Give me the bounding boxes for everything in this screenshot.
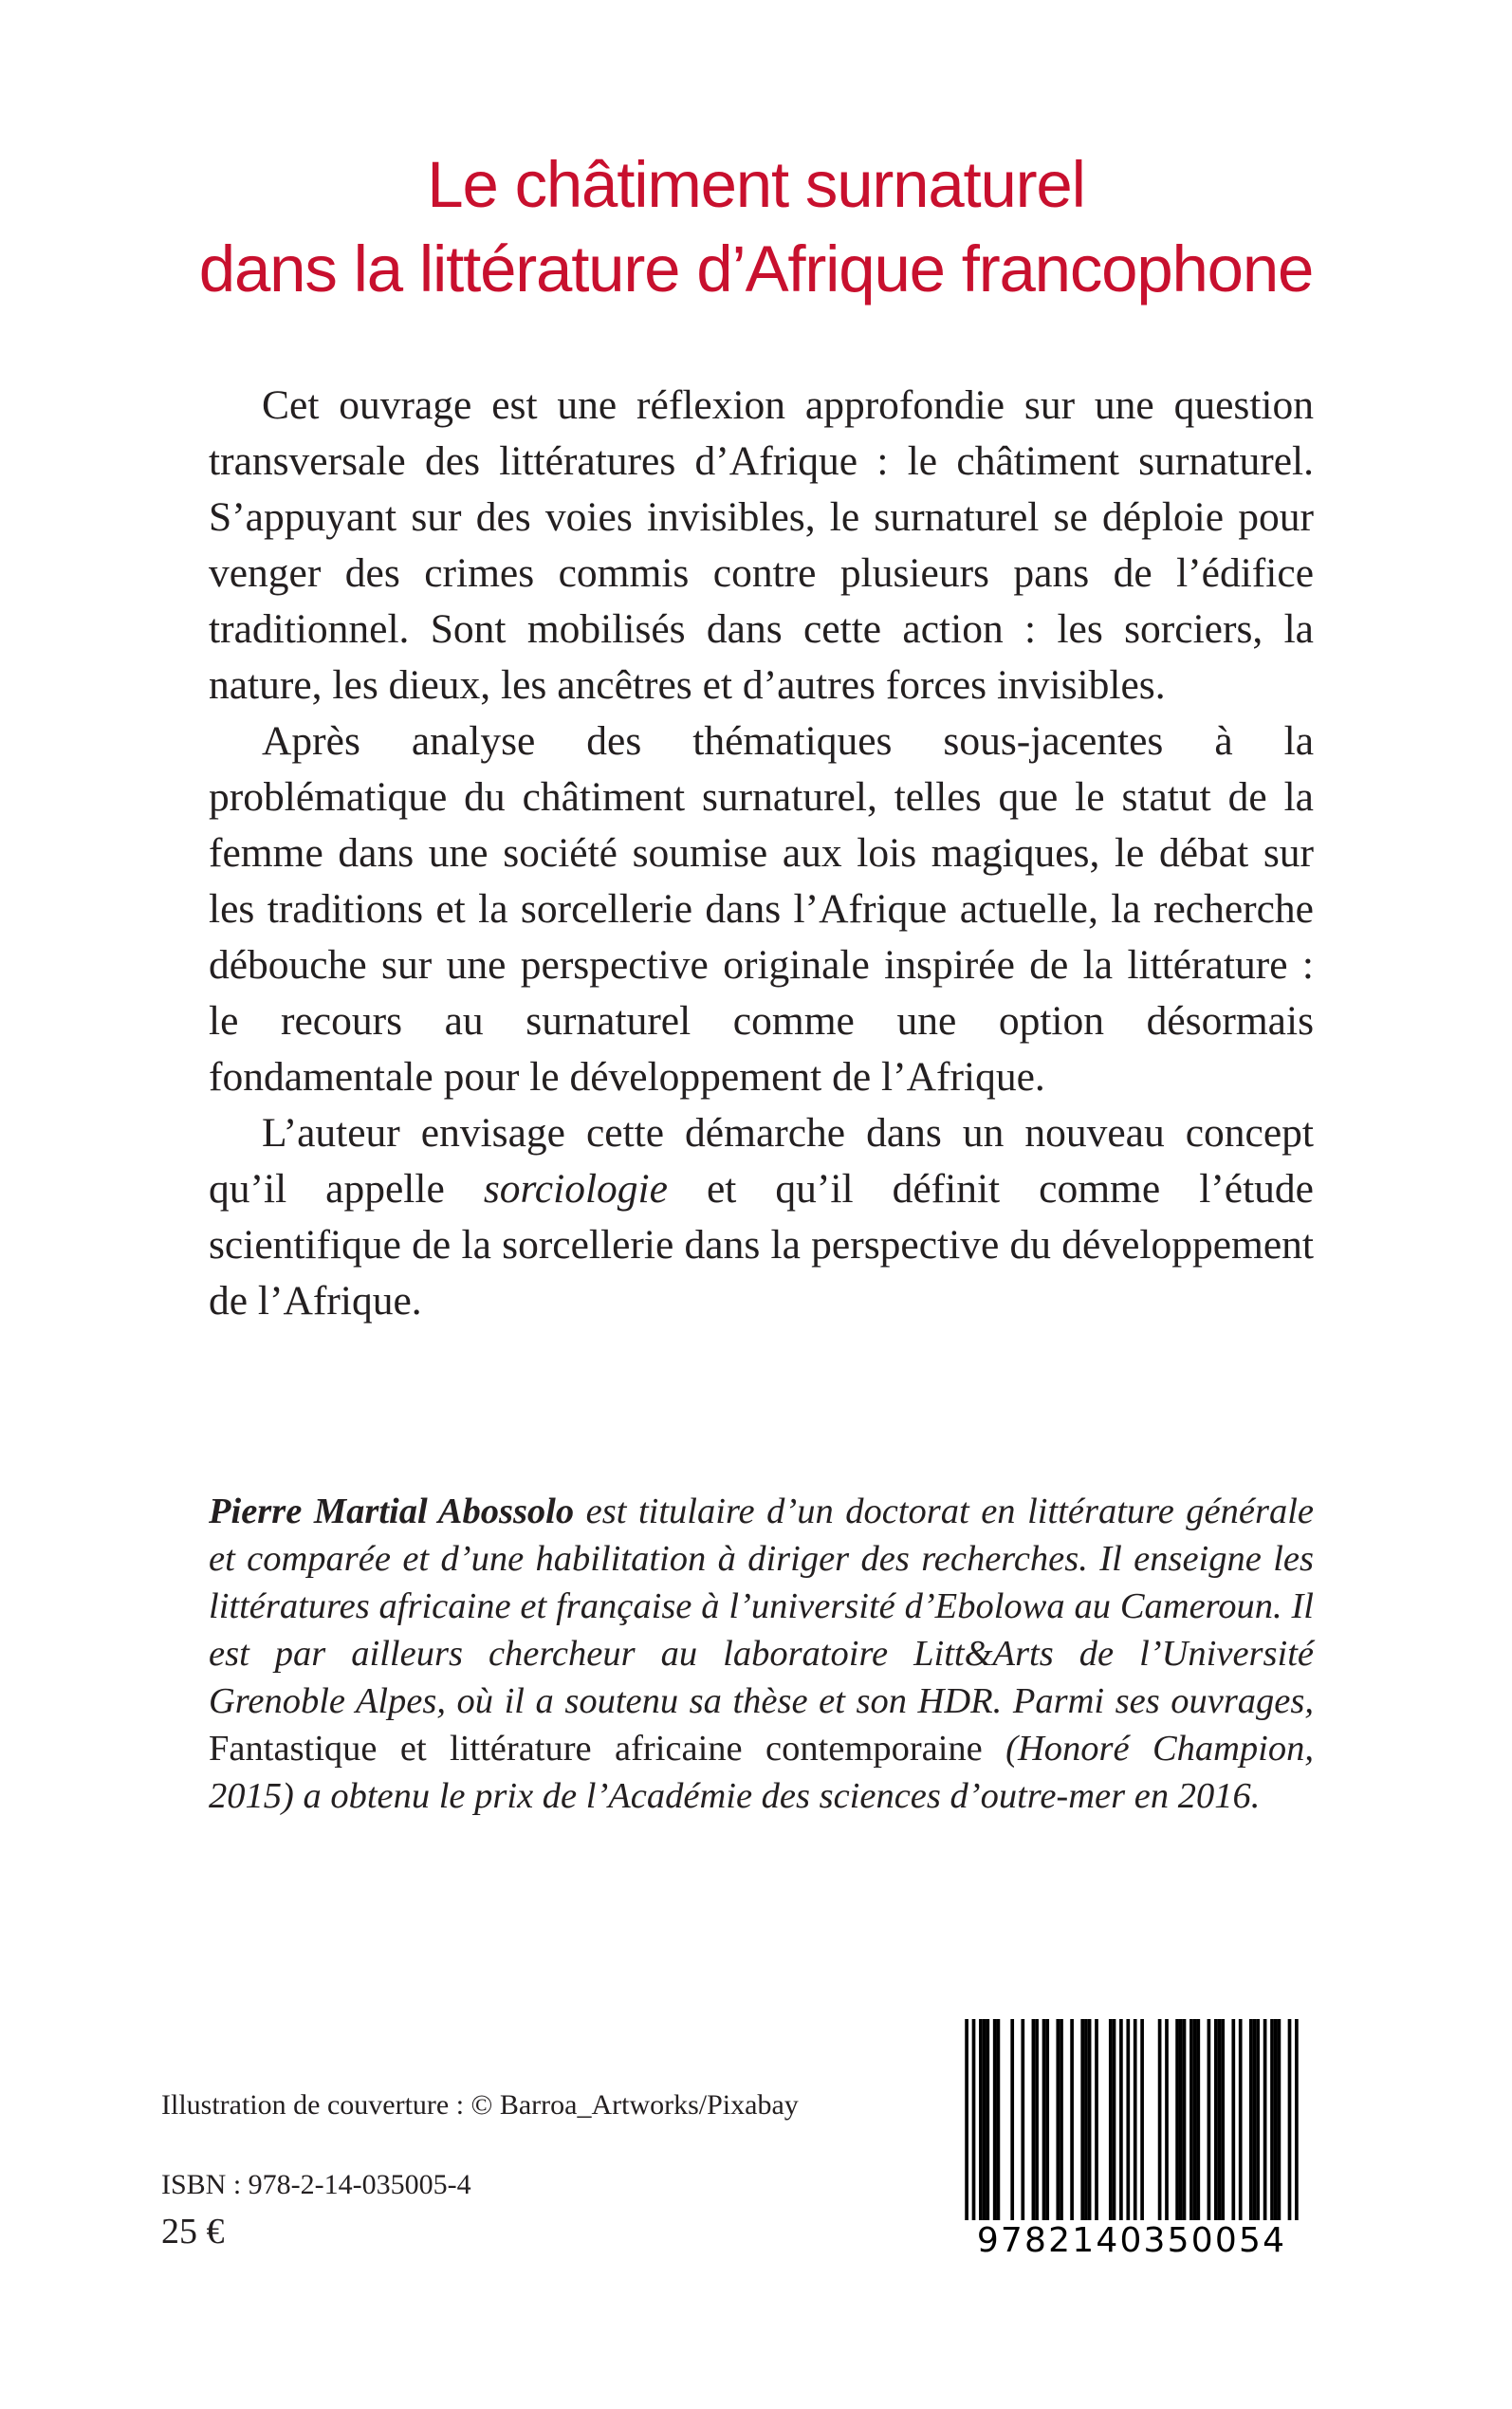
summary-paragraph-3 (209, 1105, 1314, 1329)
barcode-bar (1196, 2019, 1200, 2220)
barcode-bar (1221, 2019, 1225, 2220)
barcode-bar (1113, 2019, 1116, 2220)
barcode-bar (1134, 2019, 1137, 2243)
barcode-bar (1208, 2019, 1211, 2220)
barcode-bar (1295, 2019, 1299, 2243)
barcode-bar (1179, 2019, 1183, 2220)
barcode-bar (1045, 2019, 1049, 2220)
barcode-bar (1231, 2019, 1235, 2220)
barcode-bar (1140, 2019, 1144, 2220)
barcode-bar (1119, 2019, 1123, 2220)
barcode-bar (1070, 2019, 1074, 2220)
barcode-bar (1256, 2019, 1260, 2220)
barcode-bar (983, 2019, 986, 2220)
bio-text-2: (Honoré Champion, 2015) a obtenu le prix de l’Académie des sciences d’outre-mer en 2016. (209, 1729, 1315, 1816)
barcode-bar (993, 2019, 997, 2220)
author-bio-paragraph (209, 1488, 1314, 1820)
author-bio (209, 1488, 1314, 1820)
author-name: Pierre Martial Abossolo (209, 1492, 575, 1531)
cover-illustration-credit: Illustration de couverture : © Barroa_Artworks/Pixabay (161, 2089, 799, 2121)
barcode-bar (997, 2019, 1001, 2220)
barcode-bar (1056, 2019, 1060, 2220)
barcode-bar (1010, 2019, 1014, 2220)
barcode-bar (1084, 2019, 1088, 2220)
barcode-bar (965, 2019, 968, 2243)
sorciologie-term: sorciologie (483, 1166, 668, 1212)
barcode-bar (1175, 2019, 1179, 2220)
bio-text-1: est titulaire d’un doctorat en littérature générale et comparée et d’une habilitation à diriger des recherches. Il enseigne les littératures africaine et française à l’université d’Ebolowa au Cameroun. Il est par ailleurs chercheur au laboratoire Litt&Arts de l’Université Grenoble Alpes, où il a soutenu sa thèse et son HDR. Parmi ses ouvrages, (209, 1492, 1315, 1721)
barcode-bar (1183, 2019, 1187, 2220)
barcode-bar (1060, 2019, 1063, 2220)
book-summary (209, 378, 1314, 1329)
barcode-bar (1165, 2019, 1169, 2220)
barcode-bar (1249, 2019, 1253, 2220)
summary-paragraph-2: Après analyse des thématiques sous-jacentes à la problématique du châtiment surnaturel, telles que le statut de la femme dans une société soumise aux lois magiques, le débat sur les traditions et la sorcellerie dans l’Afrique actuelle, la recherche débouche sur une perspective originale inspirée de la littérature : le recours au surnaturel comme une option désormais fondamentale pour le développement de l’Afrique. (209, 718, 1314, 1100)
barcode-bar (1274, 2019, 1278, 2220)
barcode-bar (1218, 2019, 1222, 2220)
barcode-bar (1080, 2019, 1084, 2220)
summary-p3-after: et qu’il définit comme l’étude scientifique de la sorcellerie dans la perspective du développement de l’Afrique. (209, 1166, 1314, 1324)
barcode-bar (1189, 2019, 1193, 2220)
title-line-2: dans la littérature d’Afrique francophone (198, 232, 1314, 306)
barcode-bar (1253, 2019, 1257, 2220)
barcode-digits: 9782140350054 (939, 2220, 1324, 2262)
barcode-bar (979, 2019, 983, 2220)
book-reference-title: Fantastique et littérature africaine contemporaine (209, 1729, 983, 1769)
barcode-bar (1288, 2019, 1292, 2243)
price: 25 € (161, 2212, 225, 2251)
barcode-bar (972, 2019, 976, 2243)
barcode-bar (1095, 2019, 1098, 2220)
isbn: ISBN : 978-2-14-035005-4 (161, 2169, 471, 2200)
barcode-bar (1278, 2019, 1282, 2220)
barcode-bar (1126, 2019, 1130, 2243)
barcode-bar (1239, 2019, 1243, 2220)
barcode-bar (1158, 2019, 1162, 2220)
barcode-bar (1032, 2019, 1036, 2220)
barcode-bar (1035, 2019, 1039, 2220)
summary-paragraph-1: Cet ouvrage est une réflexion approfondie sur une question transversale des littératures d’Afrique : le châtiment surnaturel. S’appuyant sur des voies invisibles, le surnaturel se déploie pour venger des crimes commis contre plusieurs pans de l’édifice traditionnel. Sont mobilisés dans cette action : les sorciers, la nature, les dieux, les ancêtres et d’autres forces invisibles. (209, 382, 1314, 708)
barcode-bar (1109, 2019, 1113, 2220)
barcode-bar (1088, 2019, 1092, 2220)
book-title (0, 142, 1512, 311)
title-line-1: Le châtiment surnaturel (427, 148, 1085, 221)
barcode-bar (1270, 2019, 1274, 2220)
barcode-bar (1021, 2019, 1024, 2220)
barcode-bar (1042, 2019, 1046, 2220)
barcode-bar (1214, 2019, 1218, 2220)
barcode-bar (1193, 2019, 1197, 2220)
summary-p3-before: L’auteur envisage cette démarche dans un nouveau concept qu’il appelle (209, 1110, 1314, 1212)
barcode-bar (986, 2019, 989, 2220)
barcode-bar (1263, 2019, 1267, 2220)
